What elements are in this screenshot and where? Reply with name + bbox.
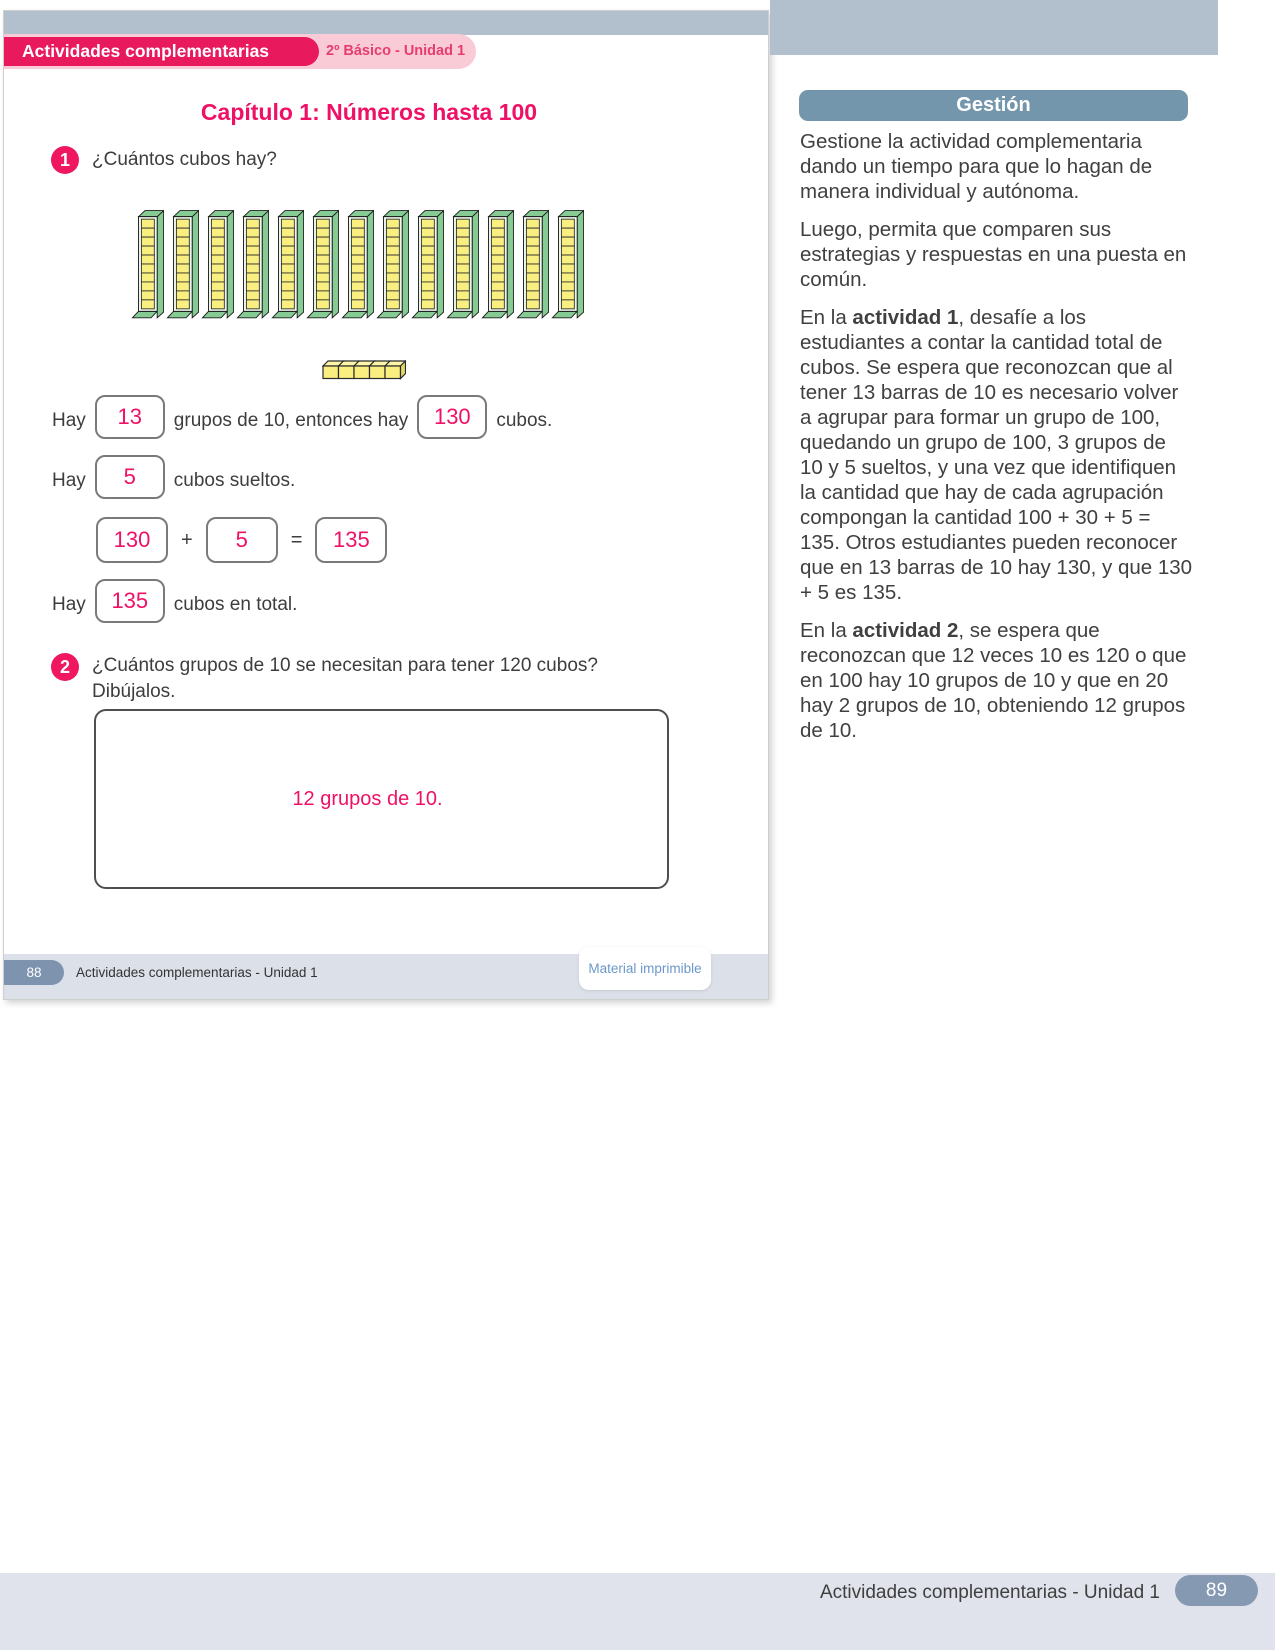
answer-value: 130 (113, 527, 151, 552)
fill-line-1 (52, 395, 552, 439)
tens-bar (306, 189, 339, 339)
fill-text: Hay (52, 410, 86, 431)
worksheet-footer-label: Actividades complementarias - Unidad 1 (76, 965, 318, 980)
gestion-paragraph: En la actividad 1, desafíe a los estudiantes a contar la cantidad total de cubos. Se espera que reconozcan que al tener 13 barras de 10 es necesario volver a agrupar para formar un grupo de 100, quedando un grupo de 100, 3 grupos de 10 y 5 sueltos, y una vez que identifiquen la cantidad que hay de cada agrupación compongan la cantidad 100 + 30 + 5 = 135. Otros estudiantes pueden reconocer que en 13 barras de 10 hay 130, y que 130 + 5 es 135. (800, 306, 1193, 604)
fill-text: cubos sueltos. (173, 470, 296, 491)
activity2-question-line2: Dibújalos. (92, 681, 176, 702)
tens-bar (131, 189, 164, 339)
worksheet-page (3, 10, 769, 1000)
answer-box (315, 517, 387, 563)
answer-box (206, 517, 278, 563)
gestion-header: Gestión (799, 90, 1188, 121)
tens-bar (551, 189, 584, 339)
loose-cubes (322, 359, 406, 381)
fill-line-3 (52, 579, 297, 623)
answer-box (417, 395, 487, 439)
tens-bar (166, 189, 199, 339)
answer-box (95, 455, 165, 499)
answer-value: 5 (235, 527, 248, 552)
worksheet-page-number-badge: 88 (4, 960, 64, 985)
activity2-row (51, 653, 598, 705)
gestion-paragraph: Luego, permita que comparen sus estrategias y respuestas en una puesta en común. (800, 218, 1187, 291)
ribbon-title: Actividades complementarias (4, 37, 319, 66)
activity1-row (51, 146, 277, 174)
tens-bar (481, 189, 514, 339)
answer-value: 135 (333, 527, 370, 552)
worksheet-footer (4, 954, 768, 999)
activity2-number-badge: 2 (51, 653, 79, 681)
chapter-title: Capítulo 1: Números hasta 100 (200, 99, 538, 125)
activity2-question (92, 653, 598, 705)
unit-badge-label: 2º Básico - Unidad 1 (326, 43, 466, 59)
activity1-number-badge: 1 (51, 146, 79, 174)
drawing-box (94, 709, 669, 889)
tens-bar (376, 189, 409, 339)
worksheet-topband (4, 11, 768, 35)
sidebar-topband (770, 0, 1218, 55)
tens-bar (446, 189, 479, 339)
answer-value: 13 (117, 404, 143, 429)
fill-text: Hay (52, 594, 86, 615)
answer-box (96, 517, 168, 563)
fill-text: grupos de 10, entonces hay (173, 410, 409, 431)
tens-bar (236, 189, 269, 339)
tens-bar (516, 189, 549, 339)
tens-bar (411, 189, 444, 339)
gestion-paragraph: Gestione la actividad complementaria dando un tiempo para que lo hagan de manera individual y autónoma. (800, 130, 1153, 203)
answer-value: 130 (433, 404, 471, 429)
loose-cubes-row (322, 359, 406, 386)
fill-text: Hay (52, 470, 86, 491)
material-imprimible-badge[interactable]: Material imprimible (579, 947, 711, 990)
answer-box (95, 395, 165, 439)
answer-value: 135 (111, 588, 149, 613)
tens-bar (341, 189, 374, 339)
drawing-answer: 12 grupos de 10. (292, 787, 443, 810)
plus-sign: + (181, 528, 193, 551)
gestion-paragraphs (800, 129, 1194, 756)
page-footer-label: Actividades complementarias - Unidad 1 (819, 1582, 1160, 1603)
tens-bars-row (131, 189, 584, 339)
gestion-paragraph: En la actividad 2, se espera que reconozcan que 12 veces 10 es 120 o que en 100 hay 10 grupos de 10 y que en 20 hay 2 grupos de 10, obteniendo 12 grupos de 10. (800, 619, 1187, 742)
answer-value: 5 (123, 464, 136, 489)
activity2-question-line1: ¿Cuántos grupos de 10 se necesitan para tener 120 cubos? (92, 655, 598, 676)
equation-row (96, 517, 387, 563)
page-number-badge: 89 (1175, 1575, 1258, 1606)
tens-bar (201, 189, 234, 339)
answer-box (95, 579, 165, 623)
equals-sign: = (290, 528, 303, 551)
fill-text: cubos en total. (173, 594, 298, 615)
fill-line-2 (52, 455, 295, 499)
activity1-question: ¿Cuántos cubos hay? (92, 149, 277, 170)
page-footer (0, 1573, 1275, 1650)
fill-text: cubos. (496, 410, 553, 431)
tens-bar (271, 189, 304, 339)
